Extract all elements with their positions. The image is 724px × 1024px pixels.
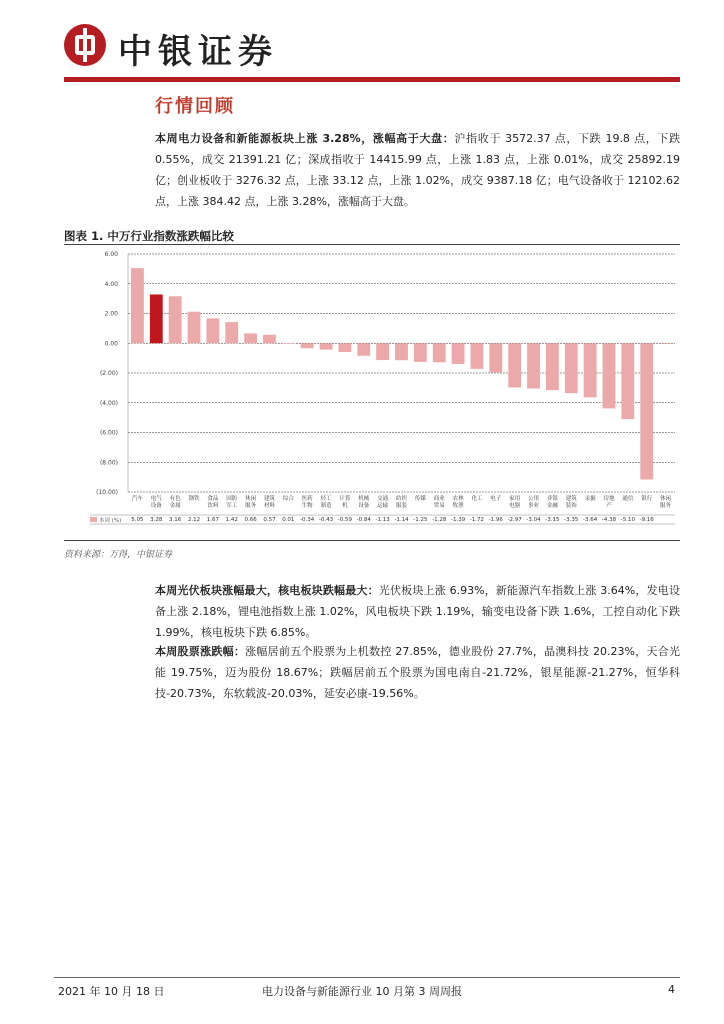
paragraph-body: 沪指收于 3572.37 点，下跌 19.8 点，下跌 0.55%，成交 21391.21 亿；深成指收于 14415.99 点，上涨 1.83 点，上涨 0.01%，成交 25892.19 亿；创业板收于 3276.32 点，上涨 33.12 点，上涨 1.02%，成交 9387.18 亿；电气设备收于 12102.62 点，上涨 384.42 点，上涨 3.28%，涨幅高于大盘。: [155, 132, 680, 208]
chart-bar: [131, 268, 144, 343]
figure-source: 资料来源：万得，中银证券: [64, 550, 173, 560]
category-label: 休闲服务: [245, 496, 257, 509]
category-label: 纺织服装: [395, 496, 408, 509]
value-label: -3.04: [526, 517, 541, 523]
category-label: 采掘: [584, 496, 596, 502]
brand-name: 中银证券: [118, 32, 278, 72]
category-label: 化工: [471, 496, 483, 502]
category-label: 通信: [622, 496, 634, 502]
stocks-paragraph: [155, 641, 680, 704]
value-label: 1.42: [225, 517, 238, 523]
value-label: -1.72: [469, 517, 485, 523]
chart-bar: [244, 333, 257, 343]
category-label: 家用电器: [509, 496, 521, 509]
value-label: -0.43: [318, 517, 334, 523]
category-label: 电子: [490, 496, 502, 502]
category-label: 医药生物: [301, 496, 313, 509]
value-label: 3.28: [150, 517, 163, 523]
value-label: -0.84: [356, 517, 371, 523]
value-label: -0.34: [300, 517, 315, 523]
category-label: 传媒: [414, 496, 426, 502]
chart-bar: [452, 343, 465, 364]
value-label: -5.10: [620, 517, 635, 523]
series-legend-label: 本周 (%): [99, 518, 122, 524]
industry-index-bar-chart: [90, 248, 680, 538]
value-label: -3.64: [583, 517, 598, 523]
paragraph-body: 光伏板块上涨 6.93%，新能源汽车指数上涨 3.64%，发电设备上涨 2.18%，锂电池指数上涨 1.02%，风电板块下跌 1.19%，输变电设备下跌 1.6%，工控自动化下跌 1.99%，核电板块下跌 6.85%。: [155, 584, 680, 639]
y-tick-label: (8.00): [99, 459, 118, 467]
chart-bar: [471, 343, 484, 369]
chart-bar: [282, 343, 295, 344]
chart-bar: [640, 343, 653, 479]
category-label: 公用事业: [528, 496, 540, 509]
chart-bar: [659, 343, 672, 344]
category-label: 商业贸易: [433, 496, 445, 509]
category-label: 电气设备: [150, 496, 162, 509]
value-label: -3.15: [545, 517, 560, 523]
chart-bar: [565, 343, 578, 393]
value-label: -4.38: [601, 517, 617, 523]
y-tick-label: (2.00): [99, 370, 118, 377]
category-label: 建筑装饰: [565, 496, 577, 509]
chart-bar: [508, 343, 521, 387]
category-label: 休闲服务: [660, 496, 672, 509]
value-label: 2.12: [187, 517, 201, 523]
report-header: [64, 20, 680, 82]
paragraph-lead: 本周电力设备和新能源板块上涨 3.28%，涨幅高于大盘：: [155, 132, 455, 145]
category-label: 国防军工: [226, 496, 238, 509]
value-label: 1.67: [206, 517, 220, 523]
chart-bar: [169, 296, 182, 343]
category-label: 计算机: [339, 496, 351, 509]
category-label: 银行: [641, 496, 653, 502]
chart-bar: [263, 335, 276, 343]
y-tick-label: 4.00: [104, 280, 118, 288]
chart-bar: [489, 343, 502, 372]
footer-rule: [54, 977, 680, 978]
footer-date: 2021 年 10 月 18 日: [58, 985, 165, 998]
value-label: -1.28: [432, 517, 447, 523]
y-tick-label: 0.00: [104, 340, 118, 348]
boc-logo-icon: [64, 24, 106, 66]
chart-bar: [546, 343, 559, 390]
category-label: 非银金融: [546, 496, 558, 509]
market-review-paragraph: [155, 128, 680, 212]
y-tick-label: 2.00: [104, 310, 118, 318]
section-title: 行情回顾: [155, 96, 235, 117]
category-label: 综合: [282, 496, 294, 502]
footer-report-title: 电力设备与新能源行业 10 月第 3 周周报: [262, 985, 462, 998]
figure-bottom-rule: [64, 540, 680, 541]
chart-bar: [301, 343, 314, 348]
y-tick-label: 6.00: [104, 251, 118, 258]
value-label: 0.01: [282, 517, 295, 523]
value-label: -1.39: [450, 517, 466, 523]
paragraph-body: 涨幅居前五个股票为上机数控 27.85%，德业股份 27.7%，晶澳科技 20.23%，天合光能 19.75%，迈为股份 18.67%；跌幅居前五个股票为国电南自-21.72%，银星能源-21.27%，恒华科技-20.73%，东软载波-20.03%，延安必康-19.56%。: [155, 645, 680, 700]
category-label: 钢铁: [188, 496, 200, 502]
category-label: 食品饮料: [207, 496, 219, 509]
category-label: 建筑材料: [263, 496, 275, 509]
chart-bar: [621, 343, 634, 419]
chart-bar: [188, 312, 201, 344]
y-tick-label: (10.00): [96, 489, 118, 496]
value-label: 3.16: [169, 517, 182, 523]
y-tick-label: (4.00): [99, 399, 118, 407]
category-label: 农林牧渔: [452, 496, 464, 509]
chart-bar: [584, 343, 597, 397]
chart-bar: [225, 322, 238, 343]
value-label: -3.35: [564, 517, 579, 523]
category-label: 机械设备: [358, 496, 370, 509]
category-label: 汽车: [131, 496, 143, 502]
chart-bar: [357, 343, 370, 355]
value-label: -0.59: [337, 517, 353, 523]
sector-paragraph: [155, 580, 680, 643]
category-label: 交通运输: [377, 496, 389, 509]
value-label: -1.96: [488, 517, 503, 523]
value-label: -1.13: [375, 517, 390, 523]
chart-bar: [527, 343, 540, 388]
y-tick-label: (6.00): [99, 429, 118, 437]
chart-bar: [395, 343, 408, 360]
figure-top-rule: [64, 244, 680, 245]
value-label: -2.97: [507, 517, 522, 523]
category-label: 轻工制造: [320, 496, 332, 509]
value-label: -1.25: [413, 517, 428, 523]
chart-bar: [320, 343, 333, 349]
chart-bar: [433, 343, 446, 362]
chart-bar: [414, 343, 427, 362]
value-label: -9.16: [639, 517, 654, 523]
chart-bar: [339, 343, 352, 352]
header-rule: [64, 77, 680, 82]
chart-bar: [376, 343, 389, 360]
value-label: 5.05: [131, 517, 144, 523]
category-label: 房地产: [603, 496, 615, 509]
value-label: -1.14: [394, 517, 409, 523]
chart-bar: [603, 343, 616, 408]
chart-bar: [206, 318, 219, 343]
paragraph-lead: 本周股票涨跌幅：: [155, 645, 246, 658]
figure-title: 图表 1. 中万行业指数涨跌幅比较: [64, 229, 234, 243]
value-label: 0.57: [263, 517, 276, 523]
chart-bar: [150, 294, 163, 343]
page-number: 4: [668, 983, 675, 996]
category-label: 有色金属: [169, 496, 181, 509]
value-label: 0.66: [244, 517, 257, 523]
paragraph-lead: 本周光伏板块涨幅最大，核电板块跌幅最大：: [155, 584, 379, 597]
series-legend-swatch: [90, 517, 97, 522]
